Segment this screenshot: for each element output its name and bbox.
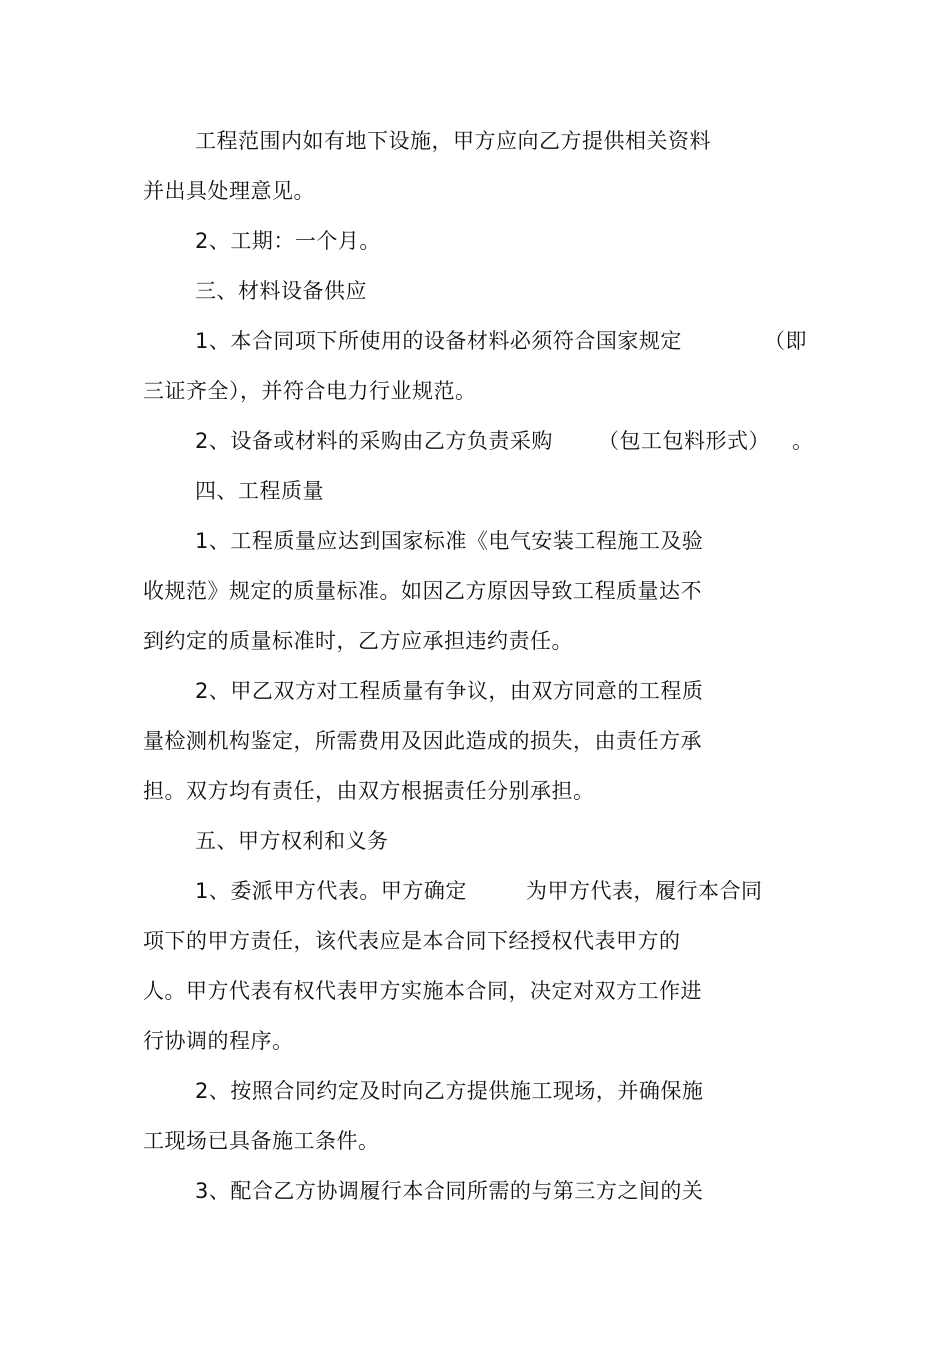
text-line: 收规范》规定的质量标准。如因乙方原因导致工程质量达不 <box>143 579 702 603</box>
text-line: 人。甲方代表有权代表甲方实施本合同，决定对双方工作进 <box>143 979 702 1003</box>
text-line: 三证齐全），并符合电力行业规范。 <box>143 379 477 403</box>
text-line: 担。双方均有责任，由双方根据责任分别承担。 <box>143 779 595 803</box>
text-line: 1、工程质量应达到国家标准《电气安装工程施工及验 <box>195 529 704 553</box>
text-line: 2、按照合同约定及时向乙方提供施工现场，并确保施 <box>195 1079 704 1103</box>
text-line: 工程范围内如有地下设施，甲方应向乙方提供相关资料 <box>195 129 711 153</box>
text-line: 1、本合同项下所使用的设备材料必须符合国家规定 <box>195 329 682 353</box>
text-line: 2、工期：一个月。 <box>195 229 381 253</box>
text-line: 2、设备或材料的采购由乙方负责采购 <box>195 429 553 453</box>
text-fragment: 为甲方代表，履行本合同 <box>526 879 763 903</box>
text-line: 1、委派甲方代表。甲方确定 <box>195 879 467 903</box>
text-line: 行协调的程序。 <box>143 1029 294 1053</box>
section-heading: 四、工程质量 <box>195 479 324 503</box>
text-line: 3、配合乙方协调履行本合同所需的与第三方之间的关 <box>195 1179 704 1203</box>
text-line: 项下的甲方责任，该代表应是本合同下经授权代表甲方的 <box>143 929 681 953</box>
text-fragment: （即 <box>764 329 807 353</box>
section-heading: 三、材料设备供应 <box>195 279 367 303</box>
section-heading: 五、甲方权利和义务 <box>195 829 389 853</box>
text-line: 并出具处理意见。 <box>143 179 315 203</box>
text-fragment: 。 <box>792 429 814 453</box>
text-line: 工现场已具备施工条件。 <box>143 1129 380 1153</box>
text-line: 2、甲乙双方对工程质量有争议，由双方同意的工程质 <box>195 679 704 703</box>
text-fragment: （包工包料形式） <box>598 429 770 453</box>
text-line: 量检测机构鉴定，所需费用及因此造成的损失，由责任方承 <box>143 729 702 753</box>
text-line: 到约定的质量标准时，乙方应承担违约责任。 <box>143 629 573 653</box>
